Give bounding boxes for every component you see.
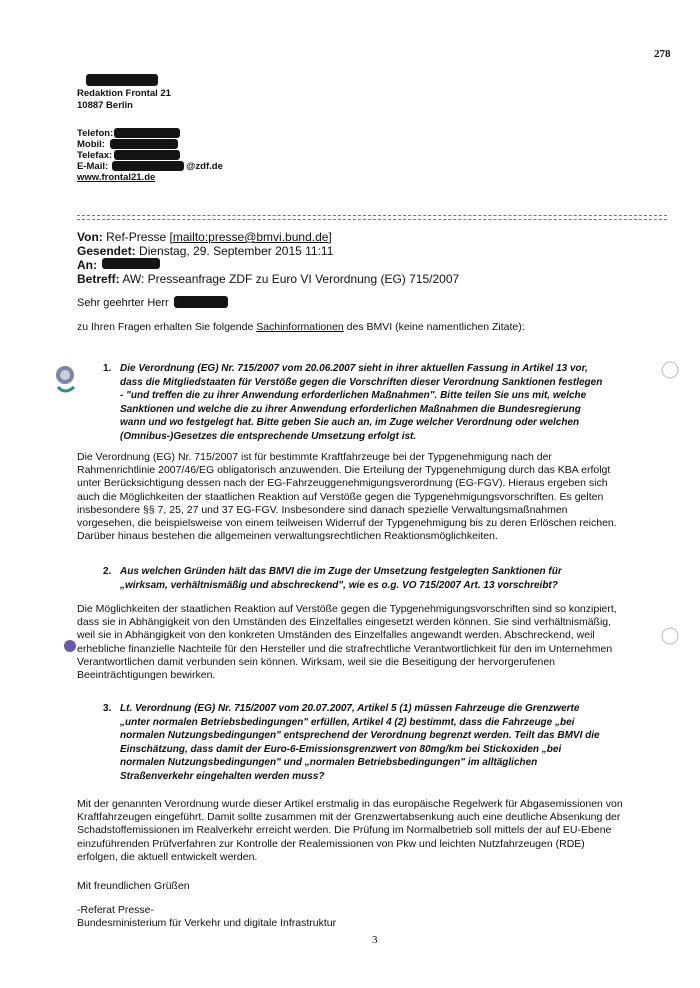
telefax-label: Telefax: xyxy=(77,150,113,161)
redaction-email xyxy=(112,161,184,171)
intro-text: zu Ihren Fragen erhalten Sie folgende Sachinformationen des BMVI (keine namentlichen Zitate): xyxy=(77,321,525,333)
answer-2: Die Möglichkeiten der staatlichen Reaktion auf Verstöße gegen die Typgenehmigungsvorschriften sind so konzipiert, dass sie in Abhängigkeit von den Umständen des Einzelfalles eingesetzt werden können. Sie sind verhältnismäßig, weil sie in Abhängigkeit von den konkreten Umständen des Einzelfalles angewandt werden. Abschreckend, weil erhebliche finanzielle Nachteile für den Hersteller und die strafrechtliche Verantwortlichkeit für den im Unternehmen Verantwortlichen damit verbunden sein können. Wirksam, weil sie die Beseitigung der hervorgerufenen Beeinträchtigungen bewirken. xyxy=(77,603,617,682)
separator-line xyxy=(77,219,667,220)
gesendet-label: Gesendet: xyxy=(77,244,136,258)
page-number: 278 xyxy=(654,48,671,60)
redaction-sender-name xyxy=(86,74,158,86)
redaction-mobil xyxy=(110,139,178,149)
answer-3: Mit der genannten Verordnung wurde dieser Artikel erstmalig in das europäische Regelwerk für Abgasemissionen von Kraftfahrzeugen eingeführt. Damit sollte zusammen mit der Grenzwertabsenkung auch eine deutliche Absenkung der Schadstoffemissionen im Realverkehr erreicht werden. Die Prüfung im Normalbetrieb soll mittels der auf EU-Ebene einzuführenden Prüfverfahren zur Kontrolle der Realemissionen von Pkw und leichten Nutzfahrzeugen (RDE) erfolgen, die aktuell entwickelt werden. xyxy=(77,798,623,863)
sachinformationen: Sachinformationen xyxy=(256,321,344,333)
mobil-label: Mobil: xyxy=(77,139,105,150)
sender-city: 10887 Berlin xyxy=(77,99,133,111)
betreff-value: AW: Presseanfrage ZDF zu Euro VI Verordnung (EG) 715/2007 xyxy=(122,272,460,286)
closing-greeting: Mit freundlichen Grüßen xyxy=(77,880,190,892)
von-value: Ref-Presse xyxy=(106,230,167,244)
signature-block xyxy=(77,904,336,930)
question-1: 1. Die Verordnung (EG) Nr. 715/2007 vom 20.06.2007 sieht in ihrer aktuellen Fassung in Artikel 13 vor, dass die Mitgliedstaaten für Verstöße gegen die Vorschriften dieser Verordnung Sanktionen festlegen - "und treffen die zu ihrer Anwendung erforderlichen Maßnahmen". Bitte teilen Sie uns mit, welche Sanktionen und welche die zu ihrer Anwendung erforderlichen Maßnahmen die Bundesregierung wann und wo festgelegt hat. Bitte geben Sie auch an, im Zuge welcher Verordnung oder welchen (Omnibus-)Gesetzes die entsprechende Umsetzung erfolgt ist. xyxy=(103,363,603,442)
telefon-label: Telefon: xyxy=(77,128,114,139)
website-link[interactable]: www.frontal21.de xyxy=(77,172,156,183)
gesendet-value: Dienstag, 29. September 2015 11:11 xyxy=(139,244,334,258)
von-label: Von: xyxy=(77,230,103,244)
redaction-recipient xyxy=(102,258,160,269)
redaction-telefon xyxy=(114,128,180,138)
salutation: Sehr geehrter Herr xyxy=(77,297,169,309)
sender-block xyxy=(77,88,171,111)
signature-ministry: Bundesministerium für Verkehr und digitale Infrastruktur xyxy=(77,917,337,929)
redaction-salutation-name xyxy=(174,296,228,308)
signature-department: -Referat Presse- xyxy=(77,904,155,916)
sender-org: Redaktion Frontal 21 xyxy=(77,88,171,99)
question-3: 3. Lt. Verordnung (EG) Nr. 715/2007 vom 20.07.2007, Artikel 5 (1) müssen Fahrzeuge die Grenzwerte „unter normalen Betriebsbedingungen" erfüllen, Artikel 4 (2) bestimmt, dass die Fahrzeuge „bei normalen Nutzungsbedingungen" entsprechend der Verordnung begrenzt werden. Teilt das BMVI die Einschätzung, dass damit der Euro-6-Emissionsgrenzwert von 80mg/km bei Stickoxiden „bei normalen Nutzungsbedingungen" und „normalen Betriebsbedingungen" im alltäglichen Straßenverkehr eingehalten werden muss? xyxy=(103,703,600,782)
email-domain: @zdf.de xyxy=(186,161,223,172)
question-2: 2. Aus welchen Gründen hält das BMVI die im Zuge der Umsetzung festgelegten Sanktionen für „wirksam, verhältnismäßig und abschreckend", wie es o.g. VO 715/2007 Art. 13 vorschreibt? xyxy=(103,566,562,591)
email-label: E-Mail: xyxy=(77,161,109,172)
betreff-label: Betreff: xyxy=(77,272,120,286)
hole-punch-mark xyxy=(52,363,78,397)
an-label: An: xyxy=(77,258,97,272)
von-mailto[interactable]: [mailto:presse@bmvi.bund.de] xyxy=(169,230,332,244)
separator-line xyxy=(77,215,667,216)
answer-1: Die Verordnung (EG) Nr. 715/2007 ist für bestimmte Kraftfahrzeuge bei der Typgenehmigung nach der Rahmenrichtlinie 2007/46/EG obligatorisch anzuwenden. Die Erteilung der Typgenehmigung durch das KBA erfolgt unter Berücksichtigung dessen nach der EG-Fahrzeuggenehmigungsverordnung (EG-FGV). Hieraus ergeben sich auch die Möglichkeiten der staatlichen Reaktion auf Verstöße gegen die Typgenehmigungsvorschriften. Es gelten insbesondere §§ 7, 25, 27 und 37 EG-FGV. Insbesondere sind danach spezielle Verwaltungsmaßnahmen vorgesehen, die beispielsweise von einem teilweisen Widerruf der Typgenehmigung bis zu deren Erlöschen reichen. Darüber hinaus bestehen die allgemeinen verwaltungsrechtlichen Reaktionsmöglichkeiten. xyxy=(77,451,617,543)
hole-punch-mark xyxy=(62,638,78,654)
redaction-telefax xyxy=(114,150,180,160)
bottom-page-number: 3 xyxy=(372,934,378,946)
